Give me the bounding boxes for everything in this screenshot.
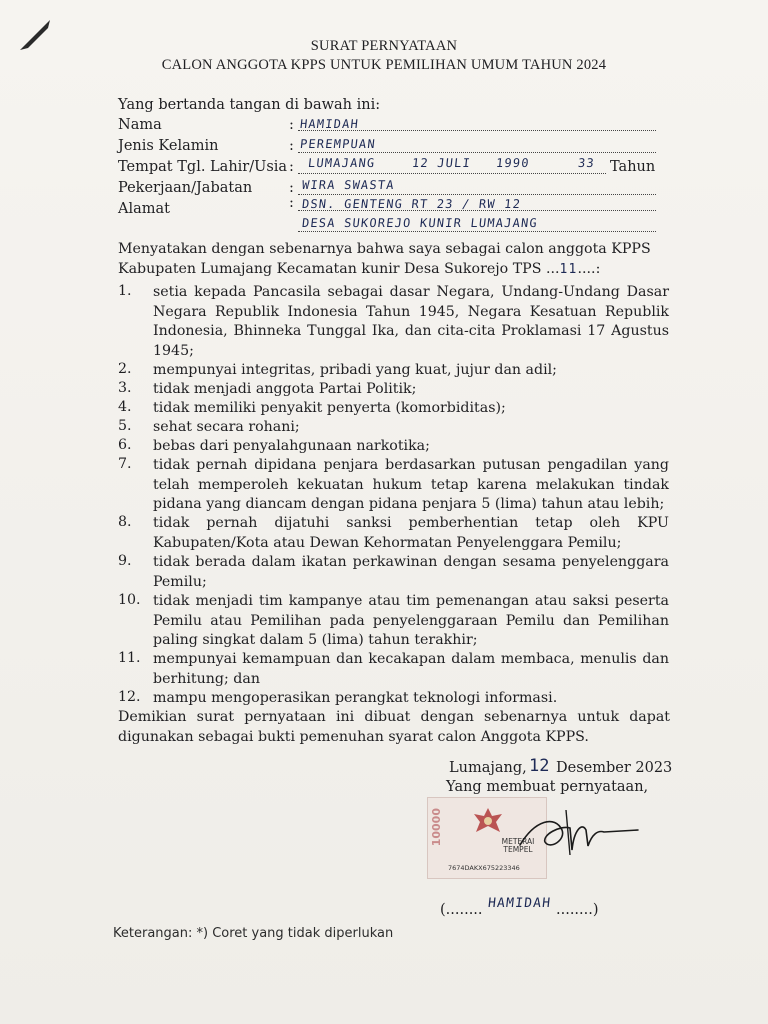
ttl-place: LUMAJANG xyxy=(307,156,377,170)
kelamin-colon: : xyxy=(289,138,294,154)
alamat-dotline-2 xyxy=(298,231,656,232)
item-text: mempunyai kemampuan dan kecakapan dalam membaca, menulis dan berhitung; dan xyxy=(153,651,669,687)
item-number: 3. xyxy=(118,380,132,396)
sign-month-year: Desember 2023 xyxy=(556,760,673,776)
item-text: tidak pernah dijatuhi sanksi pemberhentian tetap oleh KPU Kabupaten/Kota atau Dewan Kehormatan Penyelenggara Pemilu; xyxy=(153,515,669,551)
ttl-label: Tempat Tgl. Lahir/Usia xyxy=(118,159,288,175)
item-number: 2. xyxy=(118,361,132,377)
document-subtitle: CALON ANGGOTA KPPS UNTUK PEMILIHAN UMUM TAHUN 2024 xyxy=(161,57,607,73)
item-number: 1. xyxy=(118,283,132,299)
kelamin-value: PEREMPUAN xyxy=(299,137,377,151)
item-text: tidak pernah dipidana penjara berdasarkan putusan pengadilan yang telah memperoleh kekuatan hukum tetap karena melakukan tindak pidana yang diancam dengan pidana penjara 5 (lima) tahun atau lebih; xyxy=(153,457,669,512)
item-text: sehat secara rohani; xyxy=(153,419,300,435)
item-number: 4. xyxy=(118,399,132,415)
pekerjaan-colon: : xyxy=(289,180,294,196)
item-text: tidak berada dalam ikatan perkawinan dengan sesama penyelenggara Pemilu; xyxy=(153,554,669,590)
item-number: 5. xyxy=(118,418,132,434)
statement-line1: Menyatakan dengan sebenarnya bahwa saya sebagai calon anggota KPPS xyxy=(118,241,651,257)
item-text: mampu mengoperasikan perangkat teknologi informasi. xyxy=(153,690,558,706)
kelamin-label: Jenis Kelamin xyxy=(118,138,219,154)
nama-value: HAMIDAH xyxy=(299,117,360,131)
item-text: setia kepada Pancasila sebagai dasar Negara, Undang-Undang Dasar Negara Republik Indonesia Tahun 1945, Negara Kesatuan Republik Indonesia, Bhinneka Tunggal Ika, dan cita-cita Proklamasi 17 Agustus 1945; xyxy=(153,284,669,359)
statement-line2 xyxy=(118,260,600,280)
alamat-line2: DESA SUKOREJO KUNIR LUMAJANG xyxy=(301,216,539,230)
closing-text: Demikian surat pernyataan ini dibuat dengan sebenarnya untuk dapat digunakan sebagai bukti pemenuhan syarat calon Anggota KPPS. xyxy=(118,709,670,745)
alamat-colon: : xyxy=(289,195,294,211)
item-number: 12. xyxy=(118,689,141,705)
statement-line2-text: Kabupaten Lumajang Kecamatan kunir Desa Sukorejo TPS ... xyxy=(118,261,560,277)
ttl-year: 1990 xyxy=(495,156,531,170)
alamat-label: Alamat xyxy=(118,201,170,217)
tps-suffix: ....: xyxy=(577,261,601,277)
pekerjaan-dotline xyxy=(298,194,656,195)
nama-label: Nama xyxy=(118,117,162,133)
ttl-age: 33 xyxy=(577,156,596,170)
signer-name: HAMIDAH xyxy=(487,896,552,911)
ttl-dotline xyxy=(298,173,606,174)
item-number: 9. xyxy=(118,553,132,569)
footnote: Keterangan: *) Coret yang tidak diperlukan xyxy=(113,926,394,941)
item-text: bebas dari penyalahgunaan narkotika; xyxy=(153,438,430,454)
sign-role: Yang membuat pernyataan, xyxy=(446,779,649,795)
item-text: tidak memiliki penyakit penyerta (komorbiditas); xyxy=(153,400,506,416)
intro-text: Yang bertanda tangan di bawah ini: xyxy=(118,97,381,113)
item-text: tidak menjadi tim kampanye atau tim pemenangan atau saksi peserta Pemilu atau Pemilihan pada penyelenggaraan Pemilu dan Pemilihan paling singkat dalam 5 (lima) tahun terakhir; xyxy=(153,593,669,648)
alamat-dotline-1 xyxy=(298,210,656,211)
ttl-colon: : xyxy=(289,159,294,175)
signer-name-open: (........ xyxy=(440,902,483,918)
item-text: tidak menjadi anggota Partai Politik; xyxy=(153,381,417,397)
document-title: SURAT PERNYATAAN xyxy=(310,38,458,54)
sign-place: Lumajang, xyxy=(449,760,527,776)
pekerjaan-value: WIRA SWASTA xyxy=(301,178,396,192)
item-number: 6. xyxy=(118,437,132,453)
tps-value: 11 xyxy=(559,262,578,277)
handwritten-signature xyxy=(500,800,640,875)
item-number: 7. xyxy=(118,456,132,472)
pekerjaan-label: Pekerjaan/Jabatan xyxy=(118,180,253,196)
item-number: 11. xyxy=(118,650,141,666)
kelamin-dotline xyxy=(298,152,656,153)
item-number: 8. xyxy=(118,514,132,530)
stamp-label: METERAI TEMPEL xyxy=(501,837,535,854)
stamp-value: 10000 xyxy=(430,808,443,847)
nama-colon: : xyxy=(289,117,294,133)
alamat-line1: DSN. GENTENG RT 23 / RW 12 xyxy=(301,197,522,211)
signer-name-close: ........) xyxy=(556,902,599,918)
ttl-date: 12 JULI xyxy=(411,156,472,170)
ttl-unit: Tahun xyxy=(610,159,656,175)
item-text: mempunyai integritas, pribadi yang kuat, jujur dan adil; xyxy=(153,362,557,378)
item-number: 10. xyxy=(118,592,141,608)
sign-day: 12 xyxy=(529,756,550,776)
stamp-serial: 7674DAKX675223346 xyxy=(448,864,520,872)
